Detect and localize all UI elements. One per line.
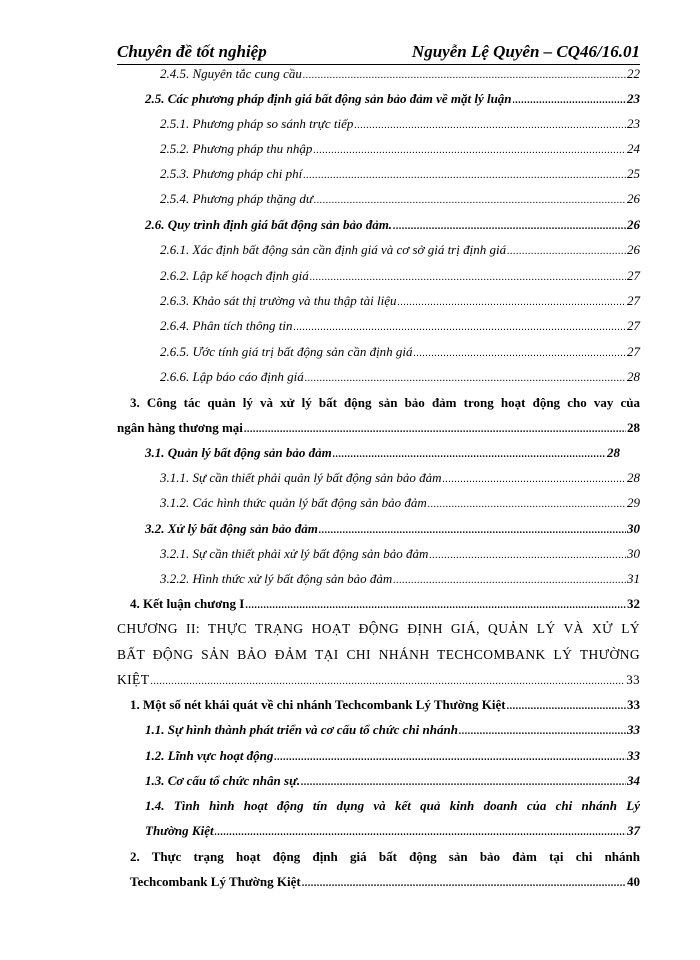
leader-dots <box>414 346 626 362</box>
toc-entry[interactable] <box>160 242 640 260</box>
chapter-title-line2[interactable]: BẤT ĐỘNG SẢN BẢO ĐẢM TẠI CHI NHÁNH TECHCOMBANK LÝ THƯỜNG <box>117 647 640 662</box>
toc-entry-label: Techcombank Lý Thường Kiệt <box>130 874 301 889</box>
header-right-author: Nguyễn Lệ Quyên – CQ46/16.01 <box>411 42 640 61</box>
leader-dots <box>459 724 626 740</box>
toc-entry-page: 26 <box>627 242 640 257</box>
toc-entry[interactable] <box>130 596 640 614</box>
toc-entry-label: 4. Kết luận chương I <box>130 596 245 611</box>
toc-entry[interactable] <box>160 166 640 184</box>
toc-entry-label: 3.1.1. Sự cần thiết phải quản lý bất động sản bảo đảm <box>160 470 442 485</box>
leader-dots <box>393 219 626 235</box>
toc-entry[interactable] <box>117 420 640 438</box>
leader-dots <box>305 371 626 387</box>
toc-entry-label: 2.6. Quy trình định giá bất động sản bảo đảm. <box>145 217 393 232</box>
leader-dots <box>245 598 626 614</box>
leader-dots <box>319 523 626 539</box>
leader-dots <box>303 68 626 84</box>
toc-entry-page: 27 <box>627 318 640 333</box>
toc-entry[interactable] <box>160 546 640 564</box>
toc-entry[interactable] <box>130 874 640 892</box>
toc-entry-label: 2.5.1. Phương pháp so sánh trực tiếp <box>160 116 354 131</box>
leader-dots <box>301 775 626 791</box>
toc-entry-label: 3.1. Quản lý bất động sản bảo đảm <box>145 445 332 460</box>
toc-entry[interactable] <box>160 369 640 387</box>
toc-entry-label: 3.1.2. Các hình thức quản lý bất động sản bảo đảm <box>160 495 427 510</box>
toc-entry-label: Thường Kiệt <box>145 823 214 838</box>
toc-entry-page: 27 <box>627 293 640 308</box>
toc-entry-page: 29 <box>627 495 640 510</box>
toc-entry-page: 33 <box>627 722 640 737</box>
toc-entry-page: 33 <box>627 697 640 712</box>
leader-dots <box>507 699 626 715</box>
toc-entry-label: 2.5. Các phương pháp định giá bất động sản bảo đảm về mặt lý luận <box>145 91 512 106</box>
toc-entry[interactable] <box>145 823 640 841</box>
toc-entry-page: 40 <box>627 874 640 889</box>
leader-dots <box>513 93 626 109</box>
toc-entry-page: 26 <box>627 191 640 206</box>
toc-entry[interactable] <box>160 318 640 336</box>
toc-entry[interactable] <box>160 293 640 311</box>
toc-entry-page: 30 <box>627 546 640 561</box>
toc-entry-page: 23 <box>627 116 640 131</box>
leader-dots <box>302 876 626 892</box>
leader-dots <box>507 244 626 260</box>
leader-dots <box>428 497 626 513</box>
toc-entry[interactable] <box>160 191 640 209</box>
leader-dots <box>215 825 626 841</box>
toc-entry-label: 2.6.3. Khảo sát thị trường và thu thập tài liệu <box>160 293 397 308</box>
toc-entry-page: 23 <box>627 91 640 106</box>
leader-dots <box>429 548 626 564</box>
toc-entry-page: 28 <box>627 420 640 435</box>
toc-entry-page: 33 <box>626 672 640 687</box>
leader-dots <box>303 168 626 184</box>
toc-entry-label: ngân hàng thương mại <box>117 420 243 435</box>
chapter-title-line1[interactable]: CHƯƠNG II: THỰC TRẠNG HOẠT ĐỘNG ĐỊNH GIÁ, QUẢN LÝ VÀ XỬ LÝ <box>117 621 640 636</box>
leader-dots <box>393 573 626 589</box>
toc-entry-page: 26 <box>627 217 640 232</box>
toc-entry-label: 1.3. Cơ cấu tổ chức nhân sự. <box>145 773 301 788</box>
toc-entry-label: 1.2. Lĩnh vực hoạt động <box>145 748 274 763</box>
toc-entry-line1[interactable]: 2. Thực trạng hoạt động định giá bất động sản bảo đảm tại chi nhánh <box>130 849 640 864</box>
toc-entry[interactable] <box>160 66 640 84</box>
toc-entry[interactable] <box>117 672 640 690</box>
toc-entry-page: 25 <box>627 166 640 181</box>
toc-entry-page: 34 <box>627 773 640 788</box>
toc-entry-page: 22 <box>627 66 640 81</box>
toc-entry[interactable] <box>145 445 620 463</box>
page-header <box>117 38 640 65</box>
toc-entry-page: 28 <box>627 369 640 384</box>
toc-entry-label: 2.6.5. Ước tính giá trị bất động sản cần định giá <box>160 344 413 359</box>
leader-dots <box>314 193 626 209</box>
leader-dots <box>443 472 626 488</box>
toc-entry-page: 33 <box>627 748 640 763</box>
toc-entry[interactable] <box>160 344 640 362</box>
leader-dots <box>310 270 626 286</box>
toc-entry-label: 2.6.6. Lập báo cáo định giá <box>160 369 304 384</box>
leader-dots <box>150 674 625 690</box>
toc-entry-label: 2.5.3. Phương pháp chi phí <box>160 166 303 181</box>
leader-dots <box>294 320 626 336</box>
toc-entry-label: 1. Một số nét khái quát về chi nhánh Techcombank Lý Thường Kiệt <box>130 697 506 712</box>
toc-entry[interactable] <box>145 91 640 109</box>
toc-entry-page: 24 <box>627 141 640 156</box>
leader-dots <box>274 750 626 766</box>
toc-entry-label: 2.5.2. Phương pháp thu nhập <box>160 141 313 156</box>
toc-entry[interactable] <box>145 521 640 539</box>
toc-entry[interactable] <box>130 697 640 715</box>
toc-entry-line1[interactable]: 3. Công tác quản lý và xử lý bất động sản bảo đảm trong hoạt động cho vay của <box>130 395 640 410</box>
toc-entry-page: 37 <box>627 823 640 838</box>
toc-entry[interactable] <box>145 722 640 740</box>
toc-entry-page: 31 <box>627 571 640 586</box>
leader-dots <box>354 118 626 134</box>
toc-entry-line1[interactable]: 1.4. Tình hình hoạt động tín dụng và kết quả kinh doanh của chi nhánh Lý <box>145 798 640 813</box>
toc-entry-page: 32 <box>627 596 640 611</box>
leader-dots <box>333 447 606 463</box>
toc-entry-label: KIỆT <box>117 672 150 687</box>
toc-entry[interactable] <box>160 268 640 286</box>
toc-entry-label: 2.6.1. Xác định bất động sản cần định giá và cơ sở giá trị định giá <box>160 242 507 257</box>
toc-entry-label: 2.6.4. Phân tích thông tin <box>160 318 293 333</box>
leader-dots <box>397 295 626 311</box>
toc-entry-label: 2.6.2. Lập kế hoạch định giá <box>160 268 309 283</box>
toc-entry[interactable] <box>160 116 640 134</box>
toc-entry-label: 3.2.2. Hình thức xử lý bất động sản bảo đảm <box>160 571 393 586</box>
toc-entry-label: 2.4.5. Nguyên tắc cung cầu <box>160 66 302 81</box>
toc-entry[interactable] <box>145 773 640 791</box>
toc-entry[interactable] <box>160 571 640 589</box>
toc-entry-page: 28 <box>627 470 640 485</box>
toc-entry-label: 2.5.4. Phương pháp thặng dư <box>160 191 313 206</box>
toc-entry-page: 27 <box>627 268 640 283</box>
toc-entry-page: 30 <box>627 521 640 536</box>
toc-entry[interactable] <box>160 470 640 488</box>
toc-entry-page: 28 <box>607 445 620 460</box>
toc-entry[interactable] <box>145 748 640 766</box>
toc-entry-page: 27 <box>627 344 640 359</box>
toc-entry-label: 3.2.1. Sự cần thiết phải xử lý bất động sản bảo đảm <box>160 546 429 561</box>
toc-entry[interactable] <box>145 217 640 235</box>
header-left-title: Chuyên đề tốt nghiệp <box>117 42 267 61</box>
toc-entry[interactable] <box>160 495 640 513</box>
toc-entry-label: 3.2. Xử lý bất động sản bảo đảm <box>145 521 318 536</box>
leader-dots <box>244 422 626 438</box>
leader-dots <box>313 143 626 159</box>
toc-entry[interactable] <box>160 141 640 159</box>
toc-entry-label: 1.1. Sự hình thành phát triển và cơ cấu tổ chức chi nhánh <box>145 722 458 737</box>
